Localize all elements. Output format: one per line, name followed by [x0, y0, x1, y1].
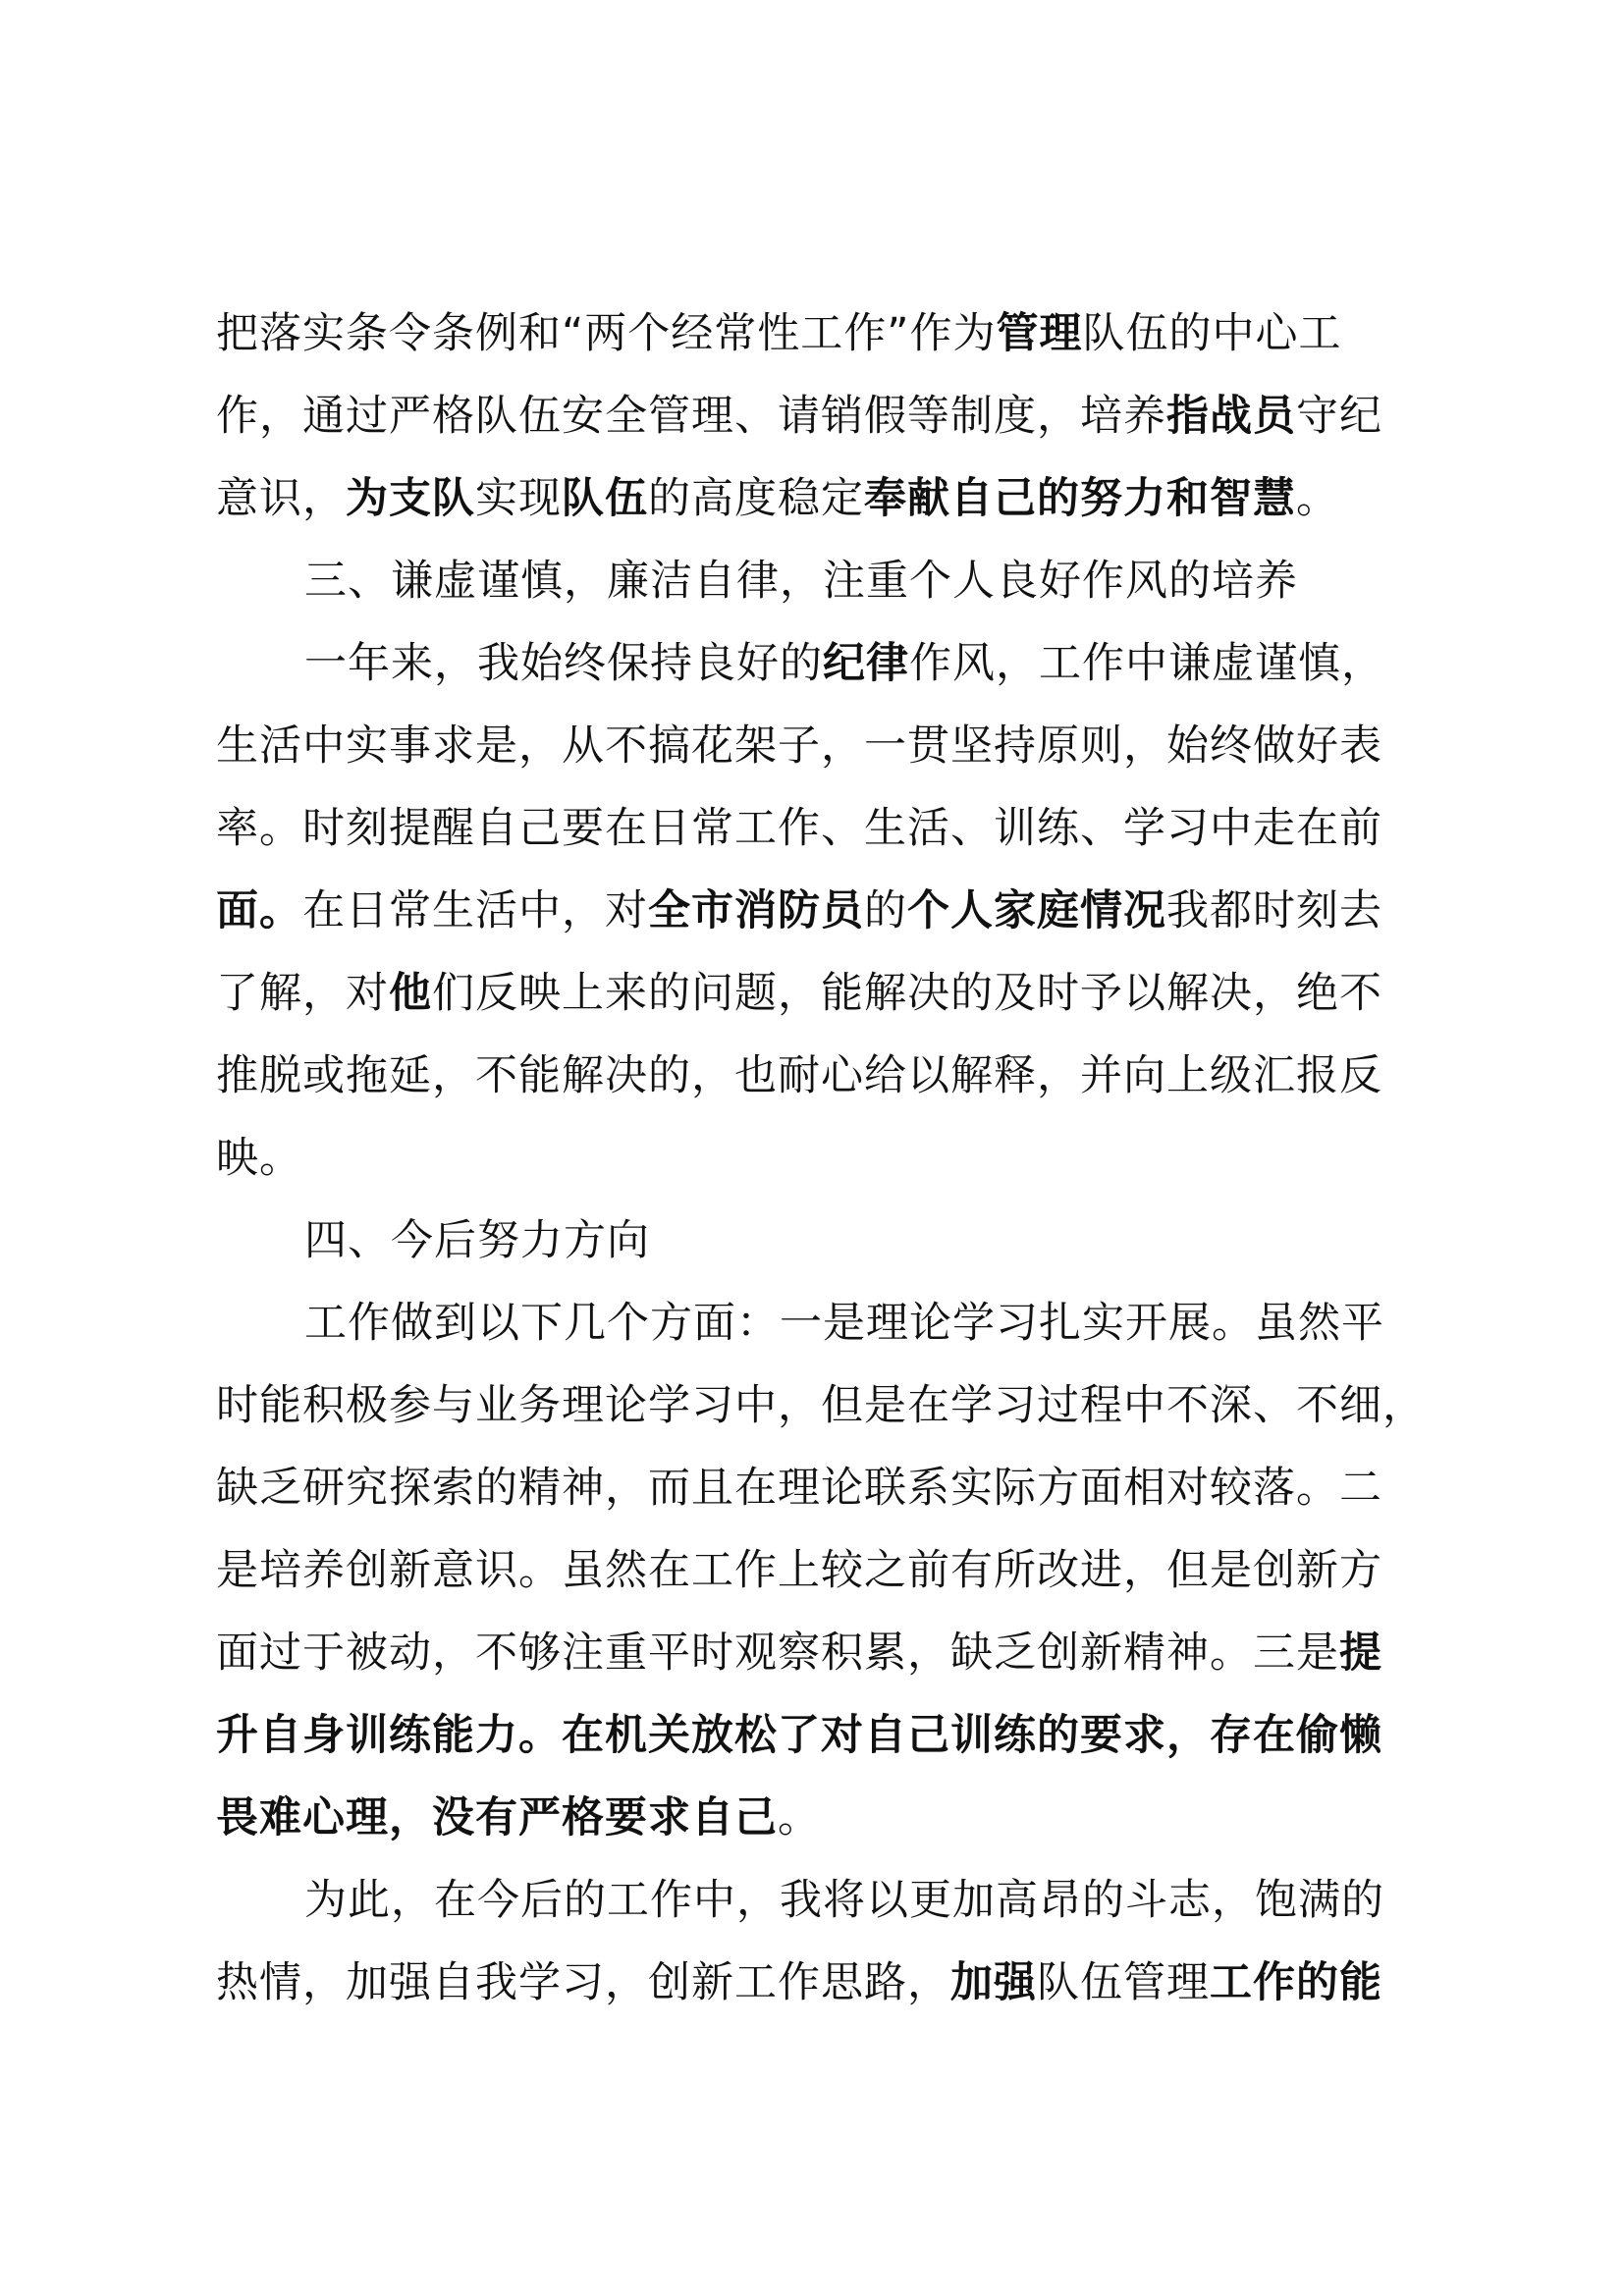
text-line	[216, 1777, 1473, 1859]
text-segment: 的高度稳定	[648, 474, 864, 523]
text-line	[216, 1117, 1473, 1200]
bold-text-segment: 全市消防员	[648, 886, 864, 935]
text-segment: 作，通过严格队伍安全管理、请销假等制度，培养	[216, 392, 1166, 441]
text-segment: 作风，工作中谦虚谨慎，	[909, 639, 1384, 688]
text-line	[216, 870, 1473, 952]
text-line	[216, 1612, 1473, 1694]
bold-text-segment: 个人家庭情况	[907, 886, 1166, 935]
bold-text-segment: 奉献自己的努力和智慧	[864, 474, 1296, 523]
text-segment: 时能积极参与业务理论学习中，但是在学习过程中不深、不细，	[216, 1381, 1426, 1430]
text-segment: 缺乏研究探索的精神，而且在理论联系实际方面相对较落。二	[216, 1464, 1382, 1513]
text-segment: 映。	[216, 1134, 302, 1183]
text-segment: 守纪	[1296, 392, 1382, 441]
text-segment: 队伍的中心工	[1082, 309, 1342, 358]
bold-text-segment: 他	[389, 969, 432, 1018]
bold-text-segment: 面。	[216, 886, 302, 935]
text-segment: 的	[864, 886, 907, 935]
text-segment: 。	[778, 1793, 821, 1842]
text-line	[216, 1529, 1473, 1612]
text-segment: 为此，在今后的工作中，我将以更加高昂的斗志，饱满的	[304, 1876, 1384, 1925]
text-line	[216, 787, 1473, 870]
text-segment: 热情，加强自我学习，创新工作思路，	[216, 1958, 950, 2007]
text-segment: 工作做到以下几个方面：一是理论学习扎实开展。虽然平	[304, 1299, 1384, 1348]
text-segment: 在日常生活中，对	[302, 886, 648, 935]
text-segment: 面过于被动，不够注重平时观察积累，缺乏创新精神。三是	[216, 1629, 1339, 1678]
text-line	[216, 705, 1473, 787]
bold-text-segment: 纪律	[823, 639, 909, 688]
bold-text-segment: 队伍	[562, 474, 648, 523]
text-segment: 了解，对	[216, 969, 389, 1018]
text-segment: 实现	[475, 474, 562, 523]
bold-text-segment: 畏难心理，没有严格要求自己	[216, 1793, 778, 1842]
text-line	[304, 540, 1561, 622]
bold-text-segment: 提	[1339, 1629, 1382, 1678]
text-line	[216, 1035, 1473, 1117]
text-segment: 我都时刻去	[1166, 886, 1382, 935]
text-segment: 四、今后努力方向	[304, 1216, 650, 1265]
text-segment: 。	[1296, 474, 1339, 523]
text-line	[304, 622, 1561, 705]
text-line	[216, 1447, 1473, 1529]
text-line	[216, 293, 1473, 375]
text-segment: 生活中实事求是，从不搞花架子，一贯坚持原则，始终做好表	[216, 721, 1382, 771]
text-segment: 是培养创新意识。虽然在工作上较之前有所改进，但是创新方	[216, 1546, 1382, 1595]
bold-text-segment: 加强	[950, 1958, 1037, 2007]
text-segment: 三、谦虚谨慎，廉洁自律，注重个人良好作风的培养	[304, 557, 1298, 606]
bold-text-segment: 管理	[996, 309, 1083, 358]
text-line	[216, 1942, 1473, 2024]
text-segment: 意识，	[216, 474, 346, 523]
text-segment: 们反映上来的问题，能解决的及时予以解决，绝不	[432, 969, 1382, 1018]
text-segment: 率。时刻提醒自己要在日常工作、生活、训练、学习中走在前	[216, 804, 1382, 853]
bold-text-segment: 工作的能	[1210, 1958, 1382, 2007]
bold-text-segment: 为支队	[346, 474, 475, 523]
text-line	[216, 952, 1473, 1035]
bold-text-segment: 升自身训练能力。在机关放松了对自己训练的要求，存在偷懒	[216, 1711, 1382, 1760]
bold-text-segment: 指战员	[1166, 392, 1296, 441]
text-line	[304, 1282, 1561, 1364]
text-line	[304, 1200, 1561, 1282]
text-line	[216, 1694, 1473, 1777]
text-segment: 把落实条令条例和“两个经常性工作”作为	[216, 309, 997, 358]
text-segment: 一年来，我始终保持良好的	[304, 639, 823, 688]
text-segment: 推脱或拖延，不能解决的，也耐心给以解释，并向上级汇报反	[216, 1051, 1382, 1100]
text-line	[216, 457, 1473, 540]
text-line	[216, 1364, 1473, 1447]
text-segment: 队伍管理	[1037, 1958, 1210, 2007]
text-line	[304, 1859, 1561, 1942]
text-line	[216, 375, 1473, 457]
